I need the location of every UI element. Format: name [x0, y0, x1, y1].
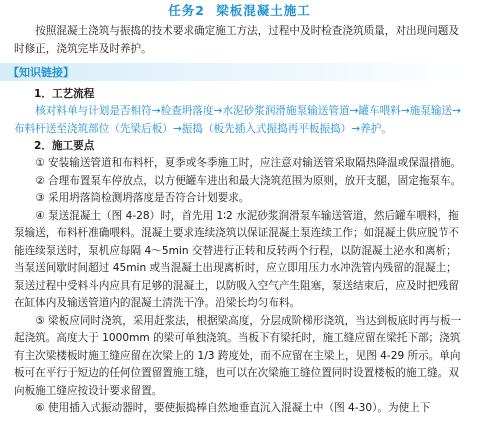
intro-paragraph: 按照混凝土浇筑与振捣的技术要求确定施工方法，过程中及时检查浇筑质量，对出现问题及时修正，浇筑完毕及时养护。	[14, 25, 459, 55]
section-bar	[0, 63, 477, 81]
task-number: 任务2	[168, 3, 205, 18]
heading-construction-points: 2．施工要点	[34, 140, 95, 152]
paragraph-2: ② 合理布置泵车停放点，以方便罐车进出和最大浇筑范围为原则，放开支腿，固定拖泵车。	[35, 174, 462, 187]
document-page	[0, 2, 477, 429]
paragraph-4: ④ 泵送混凝土（图 4-28）时，首先用 1∶2 水泥砂浆润滑泵车输送管道，然后罐车喂料，拖泵输送，布料杆准确喂料。混凝土要求连续浇筑以保证混凝土泵连续工作；如混凝土供应脱节不能连续泵送时，泵机应每隔 4～5min 交替进行正转和反转两个行程，以防混凝土泌水和离析；当泵送间歇时间超过 45min 或当混凝土出现离析时，应立即用压力水冲洗管内残留的混凝土；泵送过程中受料斗内应具有足够的混凝土，以防吸入空气产生阻塞，泵送结束后，应及时把残留在缸体内及输送管道内的混凝土清洗干净。沿梁长均匀布料。	[14, 209, 459, 309]
paragraph-1: ① 安装输送管道和布料杆，夏季或冬季施工时，应注意对输送管采取隔热降温或保温措施。	[35, 157, 462, 169]
task-name: 梁板混凝土施工	[216, 3, 311, 18]
process-flow-text: 核对料单与计划是否相符→检查坍落度→水泥砂浆润滑施泵输送管道→罐车喂料→施泵输送→布料杆送至浇筑部位（先梁后板）→振捣（板先插入式振捣再平板振捣）→养护。	[14, 105, 461, 135]
paragraph-6: ⑥ 使用插入式振动器时，要使振捣棒自然地垂直沉入混凝土中（图 4-30）。为使上下	[35, 402, 431, 414]
task-title	[14, 2, 465, 20]
heading-process-flow: 1．工艺流程	[34, 88, 95, 100]
section-label: 【知识链接】	[8, 66, 74, 79]
paragraph-3: ③ 采用坍落筒检测坍落度是否符合计划要求。	[35, 192, 250, 204]
paragraph-5: ⑤ 梁板应同时浇筑，采用赶浆法，根据梁高度，分层成阶梯形浇筑，当达到板底时再与板一起浇筑。高度大于 1000mm 的梁可单独浇筑。当板下有梁托时，施工缝应留在梁托下部；浇筑有主次梁楼板时施工缝应留在次梁上的 1/3 跨度处，而不应留在主梁上，见图 4-29 所示。单向板可在平行于短边的任何位置留置施工缝，也可以在次梁施工缝位置同时设置楼板的施工缝。双向板施工缝应按设计要求留置。	[14, 314, 462, 397]
